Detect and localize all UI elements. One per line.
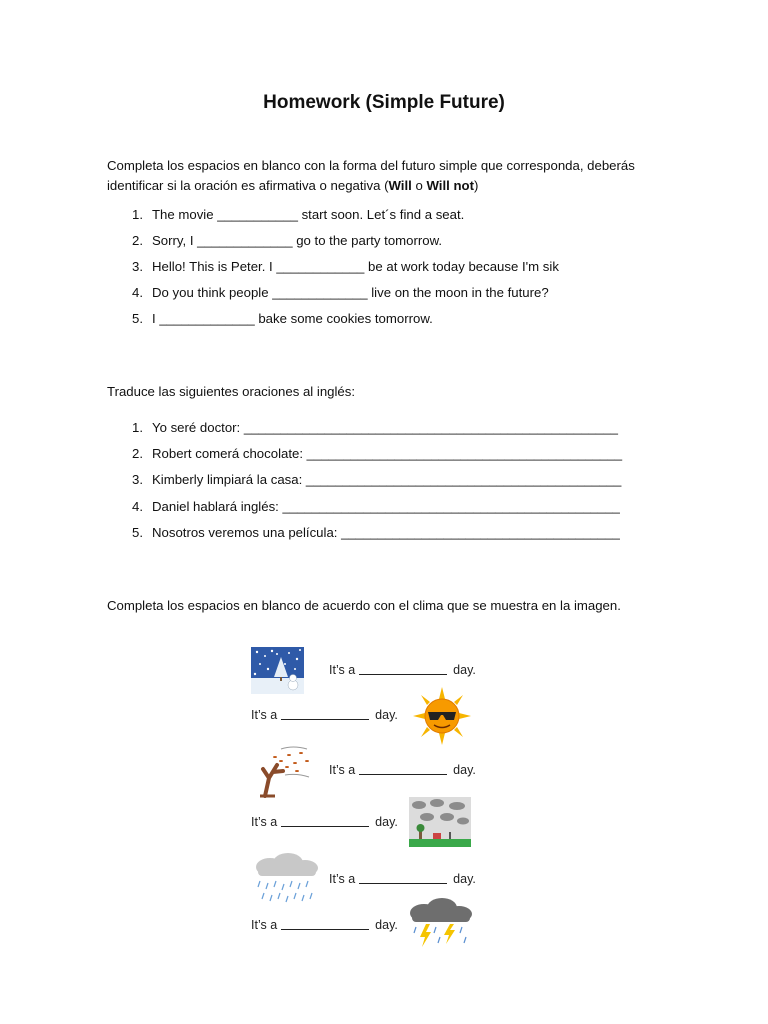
item-number: 2. — [132, 446, 143, 461]
list-item — [107, 499, 620, 514]
list-item — [107, 311, 433, 326]
list-item — [107, 259, 559, 274]
list-item — [107, 207, 464, 222]
stormy-icon — [404, 897, 474, 952]
instructions-close: ) — [473, 177, 479, 193]
sunny-icon — [413, 687, 471, 745]
will-keyword: Will — [388, 177, 412, 193]
weather-sentence — [329, 872, 476, 886]
section2-instructions: Traduce las siguientes oraciones al inglés: — [107, 384, 356, 399]
its-a-label: It’s a — [329, 872, 356, 886]
item-number: 5. — [132, 311, 143, 326]
its-a-label: It’s a — [251, 708, 278, 722]
weather-sentence — [251, 815, 398, 829]
answer-blank — [359, 674, 447, 675]
day-label: day. — [375, 918, 398, 932]
instructions-connector: o — [411, 177, 427, 193]
item-text: The movie ___________ start soon. Let´s find a seat. — [152, 207, 465, 222]
its-a-label: It’s a — [329, 663, 356, 677]
day-label: day. — [453, 763, 476, 777]
item-text: Kimberly limpiará la casa: ___________________________________________ — [152, 472, 622, 487]
section3-instructions: Completa los espacios en blanco de acuerdo con el clima que se muestra en la imagen. — [107, 598, 621, 613]
weather-sentence — [329, 663, 476, 677]
its-a-label: It’s a — [251, 918, 278, 932]
answer-blank — [359, 883, 447, 884]
weather-sentence — [251, 918, 398, 932]
list-item — [107, 446, 622, 461]
answer-blank — [281, 719, 369, 720]
page-title: Homework (Simple Future) — [263, 92, 505, 113]
section1-instructions — [107, 156, 667, 195]
item-text: Daniel hablará inglés: ______________________________________________ — [152, 499, 620, 514]
item-text: Do you think people _____________ live on the moon in the future? — [152, 285, 549, 300]
item-number: 1. — [132, 420, 143, 435]
rainy-icon — [248, 853, 324, 905]
item-number: 4. — [132, 285, 143, 300]
item-number: 3. — [132, 259, 143, 274]
item-number: 5. — [132, 525, 143, 540]
list-item — [107, 525, 620, 540]
answer-blank — [359, 774, 447, 775]
snowy-icon — [251, 647, 304, 694]
item-text: Hello! This is Peter. I ____________ be at work today because I'm sik — [152, 259, 559, 274]
answer-blank — [281, 826, 369, 827]
item-text: Nosotros veremos una película: ______________________________________ — [152, 525, 620, 540]
day-label: day. — [375, 708, 398, 722]
item-text: Yo seré doctor: ___________________________________________________ — [152, 420, 618, 435]
its-a-label: It’s a — [329, 763, 356, 777]
list-item — [107, 420, 618, 435]
cloudy-icon — [409, 797, 471, 847]
will-not-keyword: Will not — [426, 177, 474, 193]
list-item — [107, 472, 621, 487]
day-label: day. — [453, 663, 476, 677]
answer-blank — [281, 929, 369, 930]
item-number: 4. — [132, 499, 143, 514]
windy-icon — [251, 743, 313, 798]
list-item — [107, 285, 549, 300]
item-number: 1. — [132, 207, 143, 222]
its-a-label: It’s a — [251, 815, 278, 829]
item-text: Sorry, I _____________ go to the party tomorrow. — [152, 233, 443, 248]
weather-sentence — [329, 763, 476, 777]
day-label: day. — [453, 872, 476, 886]
item-number: 3. — [132, 472, 143, 487]
item-text: I _____________ bake some cookies tomorrow. — [152, 311, 433, 326]
weather-sentence — [251, 708, 398, 722]
instructions-text: Completa los espacios en blanco con la forma del futuro simple que corresponda, deberás identificar si la oración es afirmativa o negativa ( — [107, 158, 635, 193]
item-text: Robert comerá chocolate: ___________________________________________ — [152, 446, 623, 461]
list-item — [107, 233, 442, 248]
day-label: day. — [375, 815, 398, 829]
item-number: 2. — [132, 233, 143, 248]
